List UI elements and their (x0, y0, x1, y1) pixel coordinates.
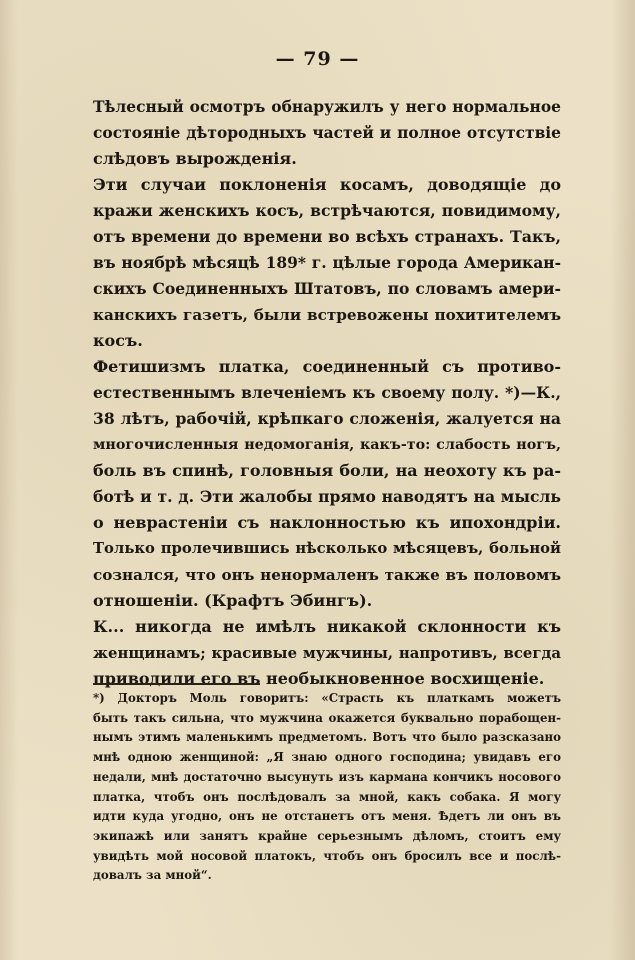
text-line: скихъ Соединенныхъ Штатовъ, по словамъ амери- (93, 279, 561, 298)
main-text (93, 94, 561, 692)
footnote-line: быть такъ сильна, что мужчина окажется буквально порабощен- (93, 710, 561, 725)
footnote-line: увидѣть мой носовой платокъ, чтобъ онъ бросилъ все и послѣ- (93, 848, 561, 863)
text-line: Фетишизмъ платка, соединенный съ противо- (93, 357, 561, 376)
text-line: Тѣлесный осмотръ обнаружилъ у него нормальное (93, 97, 561, 116)
text-line: отъ времени до времени во всѣхъ странахъ. Такъ, (93, 227, 561, 246)
paragraph-4 (93, 614, 561, 692)
text-line: Только пролечившись нѣсколько мѣсяцевъ, больной (93, 540, 561, 557)
paragraph-1 (93, 94, 561, 172)
footnote-line: экипажѣ или занятъ крайне серьезнымъ дѣломъ, стоитъ ему (93, 828, 561, 843)
text-line: о неврастеніи съ наклонностью къ ипохондріи. (93, 513, 561, 532)
text-line: кражи женскихъ косъ, встрѣчаются, повидимому, (93, 201, 561, 220)
text-line: многочисленныя недомоганія, какъ-то: слабость ногъ, (93, 437, 561, 453)
footnote-line: идти куда угодно, онъ не отстанетъ отъ меня. Ѣдетъ ли онъ въ (93, 809, 561, 824)
footnote-line: нымъ этимъ маленькимъ предметомъ. Вотъ что было разсказано (93, 730, 561, 745)
text-line: 38 лѣтъ, рабочій, крѣпкаго сложенія, жалуется на (93, 409, 561, 428)
footnote-line: платка, чтобъ онъ послѣдовалъ за мной, какъ собака. Я могу (93, 789, 561, 804)
paragraph-2 (93, 172, 561, 354)
text-line: въ ноябрѣ мѣсяцѣ 189* г. цѣлые города Американ- (93, 253, 561, 272)
footnote-line: довалъ за мной“. (93, 868, 212, 883)
text-line: слѣдовъ вырожденія. (93, 149, 297, 168)
footnote-line: мнѣ одною женщиной: „Я знаю одного господина; увидавъ его (93, 750, 561, 765)
footnote-line: *) Докторъ Моль говоритъ: «Страсть къ платкамъ можетъ (93, 691, 561, 705)
footnote (93, 689, 561, 886)
text-line: приводили его въ необыкновенное восхищеніе. (93, 669, 545, 688)
text-line: канскихъ газетъ, были встревожены похитителемъ (93, 306, 561, 324)
text-line: Эти случаи поклоненія косамъ, доводящіе до (93, 175, 561, 194)
text-line: женщинамъ; красивые мужчины, напротивъ, всегда (93, 644, 561, 662)
text-line: К... никогда не имѣлъ никакой склонности къ (93, 617, 561, 636)
text-line: косъ. (93, 331, 143, 350)
text-line: боль въ спинѣ, головныя боли, на неохоту къ ра- (93, 461, 561, 480)
text-line: отношеніи. (Крафтъ Эбингъ). (93, 591, 373, 610)
text-line: сознался, что онъ ненормаленъ также въ половомъ (93, 566, 561, 584)
text-line: ботѣ и т. д. Эти жалобы прямо наводятъ на мысль (93, 487, 561, 506)
text-line: состояніе дѣтородныхъ частей и полное отсутствіе (93, 124, 561, 142)
footnote-line: недали, мнѣ достаточно высунуть изъ кармана кончикъ носового (93, 769, 561, 784)
footnote-divider (93, 683, 260, 685)
page-number: — 79 — (275, 48, 360, 70)
text-line: естественнымъ влеченіемъ къ своему полу. *)—К., (93, 383, 561, 402)
paragraph-3 (93, 354, 561, 614)
